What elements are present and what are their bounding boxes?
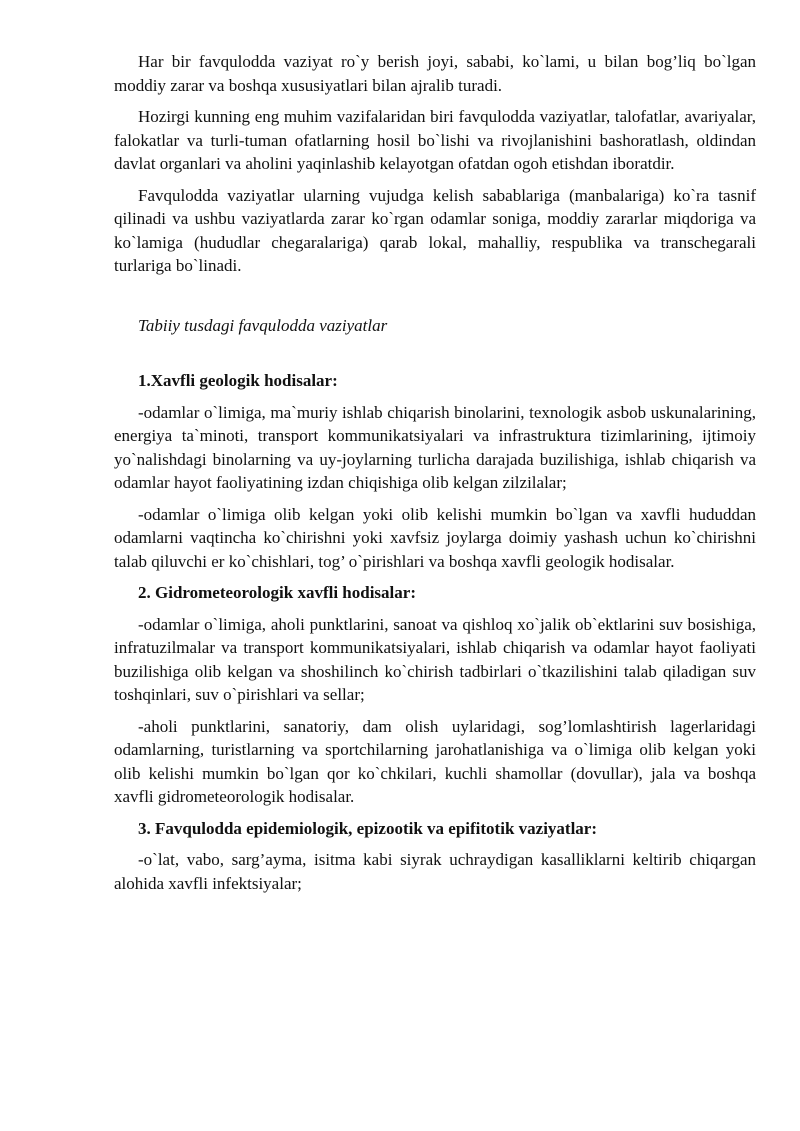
body-paragraph: -aholi punktlarini, sanatoriy, dam olish uylaridagi, sog’lomlashtirish lagerlaridagi odamlarning, turistlarning va sportchilarning jarohatlanishiga va o`limiga olib kelgan yoki olib kelishi mumkin bo`lgan qor ko`chkilari, kuchli shamollar (dovullar), jala va boshqa xavfli gidrometeorologik hodisalar.: [114, 716, 756, 806]
intro-paragraph: Har bir favqulodda vaziyat ro`y berish joyi, sababi, ko`lami, u bilan bog’liq bo`lgan moddiy zarar va boshqa xususiyatlari bilan ajralib turadi.: [114, 52, 756, 95]
intro-paragraph: Favqulodda vaziyatlar ularning vujudga kelish sabablariga (manbalariga) ko`ra tasnif qilinadi va ushbu vaziyatlarda zarar ko`rgan odamlar soniga, moddiy zararlar miqdoriga va ko`lamiga (hududlar chegaralariga) qarab lokal, mahalliy, respublika va transchegarali turlariga bo`linadi.: [114, 185, 756, 275]
section-heading: 2. Gidrometeorologik xavfli hodisalar:: [138, 583, 416, 602]
body-paragraph: -odamlar o`limiga olib kelgan yoki olib kelishi mumkin bo`lgan va xavfli hududdan odamlarni vaqtincha ko`chirishni yoki xavfsiz joylarga doimiy yashash uchun ko`chirishni talab qiluvchi er ko`chishlari, tog’ o`pirishlari va boshqa xavfli geologik hodisalar.: [114, 504, 756, 571]
body-paragraph: -o`lat, vabo, sarg’ayma, isitma kabi siyrak uchraydigan kasalliklarni keltirib chiqargan alohida xavfli infektsiyalar;: [114, 850, 756, 893]
body-paragraph: -odamlar o`limiga, ma`muriy ishlab chiqarish binolarini, texnologik asbob uskunalarining, energiya ta`minoti, transport kommunikatsiyalari va infrastruktura tizimlarining, ijtimoiy yo`nalishdagi binolarning va uy-joylarning turlicha darajada buzilishiga, ishlab chiqarish va odamlar hayot faoliyatining izdan chiqishiga olib kelgan zilzilalar;: [114, 402, 756, 492]
document-page: [114, 50, 756, 903]
intro-paragraph: Hozirgi kunning eng muhim vazifalaridan biri favqulodda vaziyatlar, talofatlar, avariyalar, falokatlar va turli-tuman ofatlarning hosil bo`lishi va rivojlanishini bashoratlash, oldindan davlat organlari va aholini yaqinlashib kelayotgan ofatdan ogoh etishdan iboratdir.: [114, 107, 756, 173]
body-paragraph: -odamlar o`limiga, aholi punktlarini, sanoat va qishloq xo`jalik ob`ektlarini suv bosishiga, infratuzilmalar va transport kommunikatsiyalari, ishlab chiqarish va odamlar hayot faoliyati buzilishiga olib kelgan va shoshilinch ko`chirish tadbirlari o`tkazilishini talab qiladigan suv toshqinlari, suv o`pirishlari va sellar;: [114, 614, 756, 704]
section-heading: 1.Xavfli geologik hodisalar:: [138, 371, 338, 390]
section-heading: 3. Favqulodda epidemiologik, epizootik va epifitotik vaziyatlar:: [138, 818, 598, 838]
section-title: Tabiiy tusdagi favqulodda vaziyatlar: [138, 315, 388, 335]
